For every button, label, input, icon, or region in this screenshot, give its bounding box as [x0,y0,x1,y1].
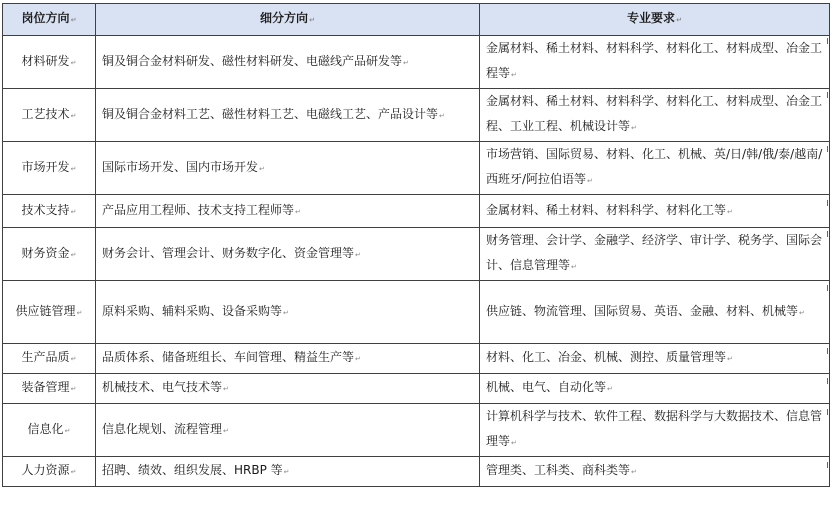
cell-position: 技术支持 ↵ [3,195,96,228]
table-row [3,344,830,374]
table-row [3,142,830,195]
cell-subdirection: 财务会计、管理会计、财务数字化、资金管理等 ↵ [96,228,480,281]
table-row [3,457,830,487]
row-end-marker [827,285,830,291]
header-requirement: 专业要求 ↵ [480,4,830,36]
cell-position: 市场开发 ↵ [3,142,96,195]
row-end-marker [827,462,830,468]
cell-requirement: 金属材料、稀土材料、材料科学、材料化工、材料成型、冶金工程等 ↵ [480,36,830,89]
cell-requirement: 材料、化工、冶金、机械、测控、质量管理等 ↵ [480,344,830,374]
cell-requirement: 计算机科学与技术、软件工程、数据科学与大数据技术、信息管理等 ↵ [480,404,830,457]
header-subdirection: 细分方向 ↵ [96,4,480,36]
header-position: 岗位方向 ↵ [3,4,96,36]
table-row [3,281,830,344]
cell-position: 生产品质 ↵ [3,344,96,374]
table-row [3,89,830,142]
cell-position: 材料研发 ↵ [3,36,96,89]
table-row [3,404,830,457]
cell-subdirection: 产品应用工程师、技术支持工程师等 ↵ [96,195,480,228]
row-end-marker [827,231,830,237]
cell-requirement: 市场营销、国际贸易、材料、化工、机械、英/日/韩/俄/泰/越南/西班牙/阿拉伯语等 ↵ [480,142,830,195]
recruitment-table [2,3,830,487]
cell-requirement: 机械、电气、自动化等 ↵ [480,374,830,404]
row-end-marker [827,409,830,415]
table-row [3,195,830,228]
row-end-marker [827,38,830,44]
cell-position: 人力资源 ↵ [3,457,96,487]
cell-requirement: 管理类、工科类、商科类等 ↵ [480,457,830,487]
cell-subdirection: 铜及铜合金材料工艺、磁性材料工艺、电磁线工艺、产品设计等 ↵ [96,89,480,142]
cell-subdirection: 铜及铜合金材料研发、磁性材料研发、电磁线产品研发等 ↵ [96,36,480,89]
cell-requirement: 金属材料、稀土材料、材料科学、材料化工等 ↵ [480,195,830,228]
cell-requirement: 金属材料、稀土材料、材料科学、材料化工、材料成型、冶金工程、工业工程、机械设计等 ↵ [480,89,830,142]
cell-position: 财务资金 ↵ [3,228,96,281]
table-header-row [3,4,830,36]
cell-subdirection: 原料采购、辅料采购、设备采购等 ↵ [96,281,480,344]
cell-requirement: 供应链、物流管理、国际贸易、英语、金融、材料、机械等 ↵ [480,281,830,344]
cell-position: 信息化 ↵ [3,404,96,457]
row-end-marker [827,146,830,152]
cell-position: 装备管理 ↵ [3,374,96,404]
cell-subdirection: 招聘、绩效、组织发展、HRBP 等 ↵ [96,457,480,487]
table-row [3,374,830,404]
cell-subdirection: 机械技术、电气技术等 ↵ [96,374,480,404]
row-end-marker [827,92,830,98]
cell-requirement: 财务管理、会计学、金融学、经济学、审计学、税务学、国际会计、信息管理等 ↵ [480,228,830,281]
table-row [3,36,830,89]
cell-subdirection: 信息化规划、流程管理 ↵ [96,404,480,457]
cell-position: 供应链管理 ↵ [3,281,96,344]
cell-subdirection: 品质体系、储备班组长、车间管理、精益生产等 ↵ [96,344,480,374]
row-end-marker [827,200,830,206]
table-row [3,228,830,281]
row-end-marker [827,378,830,384]
row-end-marker [827,348,830,354]
cell-subdirection: 国际市场开发、国内市场开发 ↵ [96,142,480,195]
cell-position: 工艺技术 ↵ [3,89,96,142]
